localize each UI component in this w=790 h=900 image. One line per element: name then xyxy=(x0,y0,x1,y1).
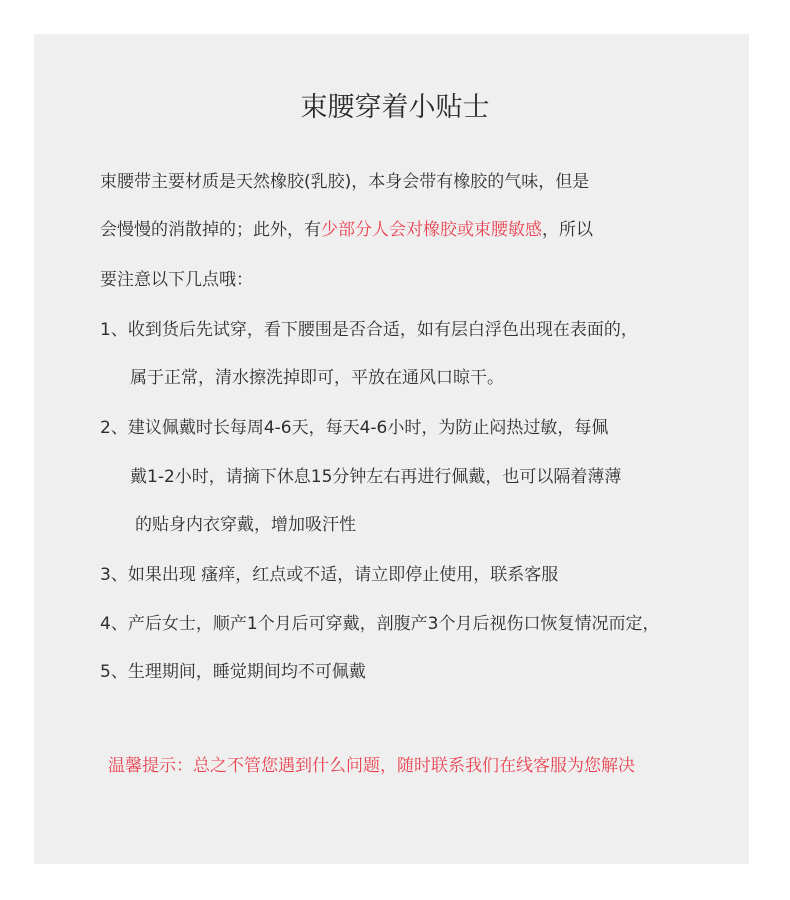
content-panel xyxy=(34,34,749,864)
intro-line-2-end: ，所以 xyxy=(542,220,593,240)
tip-item-1-line-2: 属于正常，清水擦洗掉即可，平放在通风口晾干。 xyxy=(130,368,504,388)
page-title: 束腰穿着小贴士 xyxy=(300,92,490,123)
sensitivity-warning: 少部分人会对橡胶或束腰敏感 xyxy=(321,220,542,240)
tip-item-2-line-2: 戴1-2小时，请摘下休息15分钟左右再进行佩戴，也可以隔着薄薄 xyxy=(130,467,622,487)
tip-item-2-line-1: 2、建议佩戴时长每周4-6天，每天4-6小时，为防止闷热过敏，每佩 xyxy=(100,418,609,438)
intro-line-2 xyxy=(100,218,593,242)
tip-item-5: 5、生理期间，睡觉期间均不可佩戴 xyxy=(100,662,366,682)
intro-line-2-start: 会慢慢的消散掉的；此外，有 xyxy=(100,220,321,240)
tip-item-3: 3、如果出现 瘙痒，红点或不适，请立即停止使用，联系客服 xyxy=(100,565,559,585)
intro-line-3: 要注意以下几点哦： xyxy=(100,270,253,290)
tip-item-4: 4、产后女士，顺产1个月后可穿戴，剖腹产3个月后视伤口恢复情况而定， xyxy=(100,614,660,634)
intro-line-1: 束腰带主要材质是天然橡胶(乳胶)，本身会带有橡胶的气味，但是 xyxy=(100,172,590,192)
tip-item-2-line-3: 的贴身内衣穿戴，增加吸汗性 xyxy=(135,515,356,535)
warm-reminder: 温馨提示：总之不管您遇到什么问题，随时联系我们在线客服为您解决 xyxy=(108,756,635,776)
tip-item-1-line-1: 1、收到货后先试穿，看下腰围是否合适，如有层白浮色出现在表面的， xyxy=(100,320,638,340)
